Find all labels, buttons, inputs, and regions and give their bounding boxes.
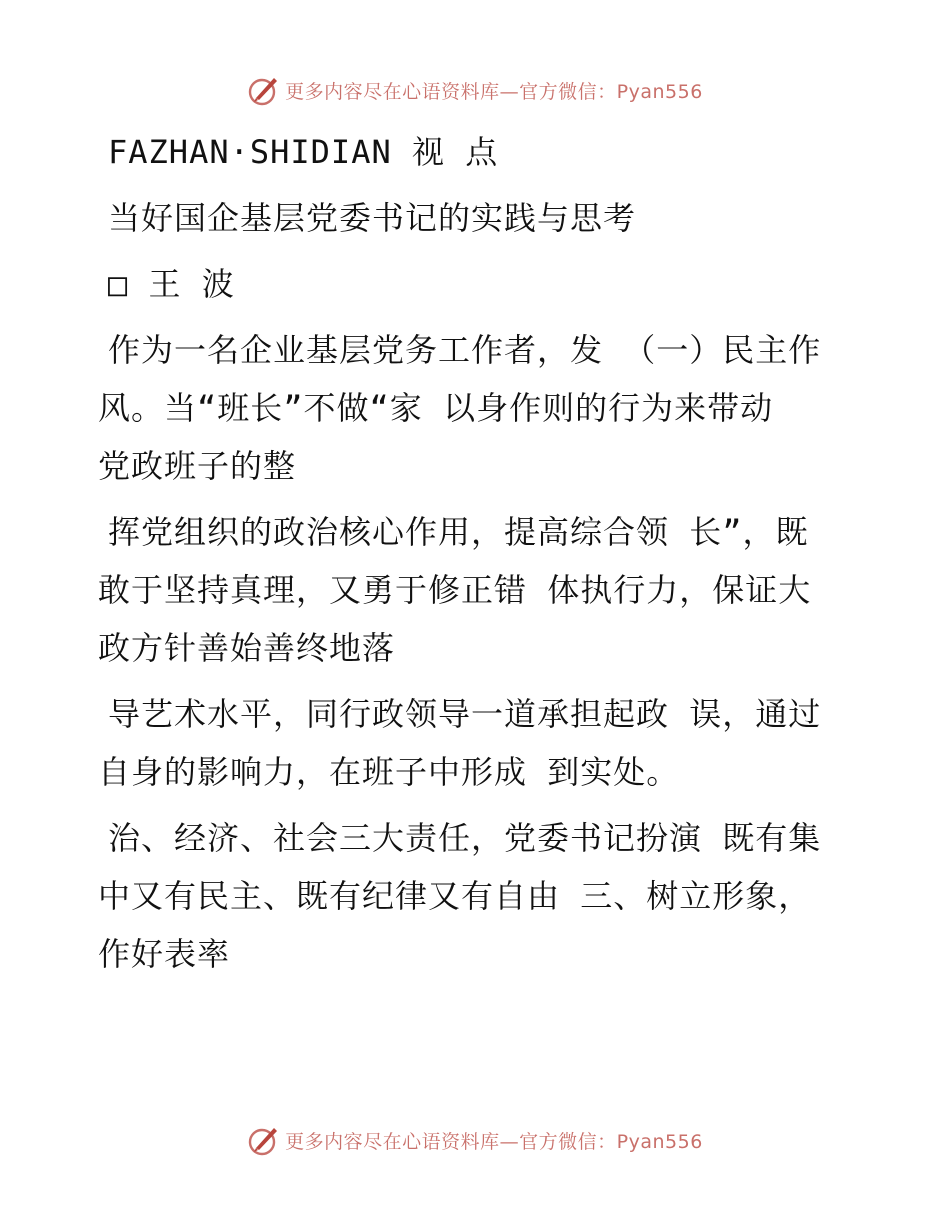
quill-pen-logo-icon	[247, 1123, 281, 1157]
section-tag: FAZHAN·SHIDIAN 视 点	[108, 133, 499, 171]
watermark-text: 更多内容尽在心语资料库—官方微信：Pyan556	[285, 1130, 703, 1153]
paragraph-4	[98, 809, 848, 983]
paragraph-2	[98, 503, 848, 677]
paragraph-line: 作为一名企业基层党务工作者，发 （一）民主作	[108, 331, 822, 369]
quill-pen-logo-icon	[247, 73, 281, 107]
paragraph-line: 风。当“班长”不做“家 以身作则的行为来带动	[98, 389, 774, 427]
paragraph-line: 自身的影响力，在班子中形成 到实处。	[98, 753, 680, 791]
article-author: □ 王 波	[108, 265, 235, 303]
paragraph-line: 挥党组织的政治核心作用，提高综合领 长”，既	[108, 513, 809, 551]
watermark-banner-top	[0, 70, 950, 110]
paragraph-1	[98, 321, 848, 495]
paragraph-line: 党政班子的整	[98, 447, 297, 485]
paragraph-line: 敢于坚持真理，又勇于修正错 体执行力，保证大	[98, 571, 812, 609]
article-title: 当好国企基层党委书记的实践与思考	[108, 199, 637, 237]
document-body	[98, 123, 848, 983]
paragraph-3	[98, 685, 848, 801]
paragraph-line: 中又有民主、既有纪律又有自由 三、树立形象，	[98, 877, 812, 915]
watermark-text: 更多内容尽在心语资料库—官方微信：Pyan556	[285, 80, 703, 103]
paragraph-line: 治、经济、社会三大责任，党委书记扮演 既有集	[108, 819, 822, 857]
paragraph-line: 作好表率	[98, 935, 231, 973]
paragraph-line: 导艺术水平，同行政领导一道承担起政 误，通过	[108, 695, 822, 733]
watermark-banner-bottom	[0, 1120, 950, 1160]
paragraph-line: 政方针善始善终地落	[98, 629, 396, 667]
